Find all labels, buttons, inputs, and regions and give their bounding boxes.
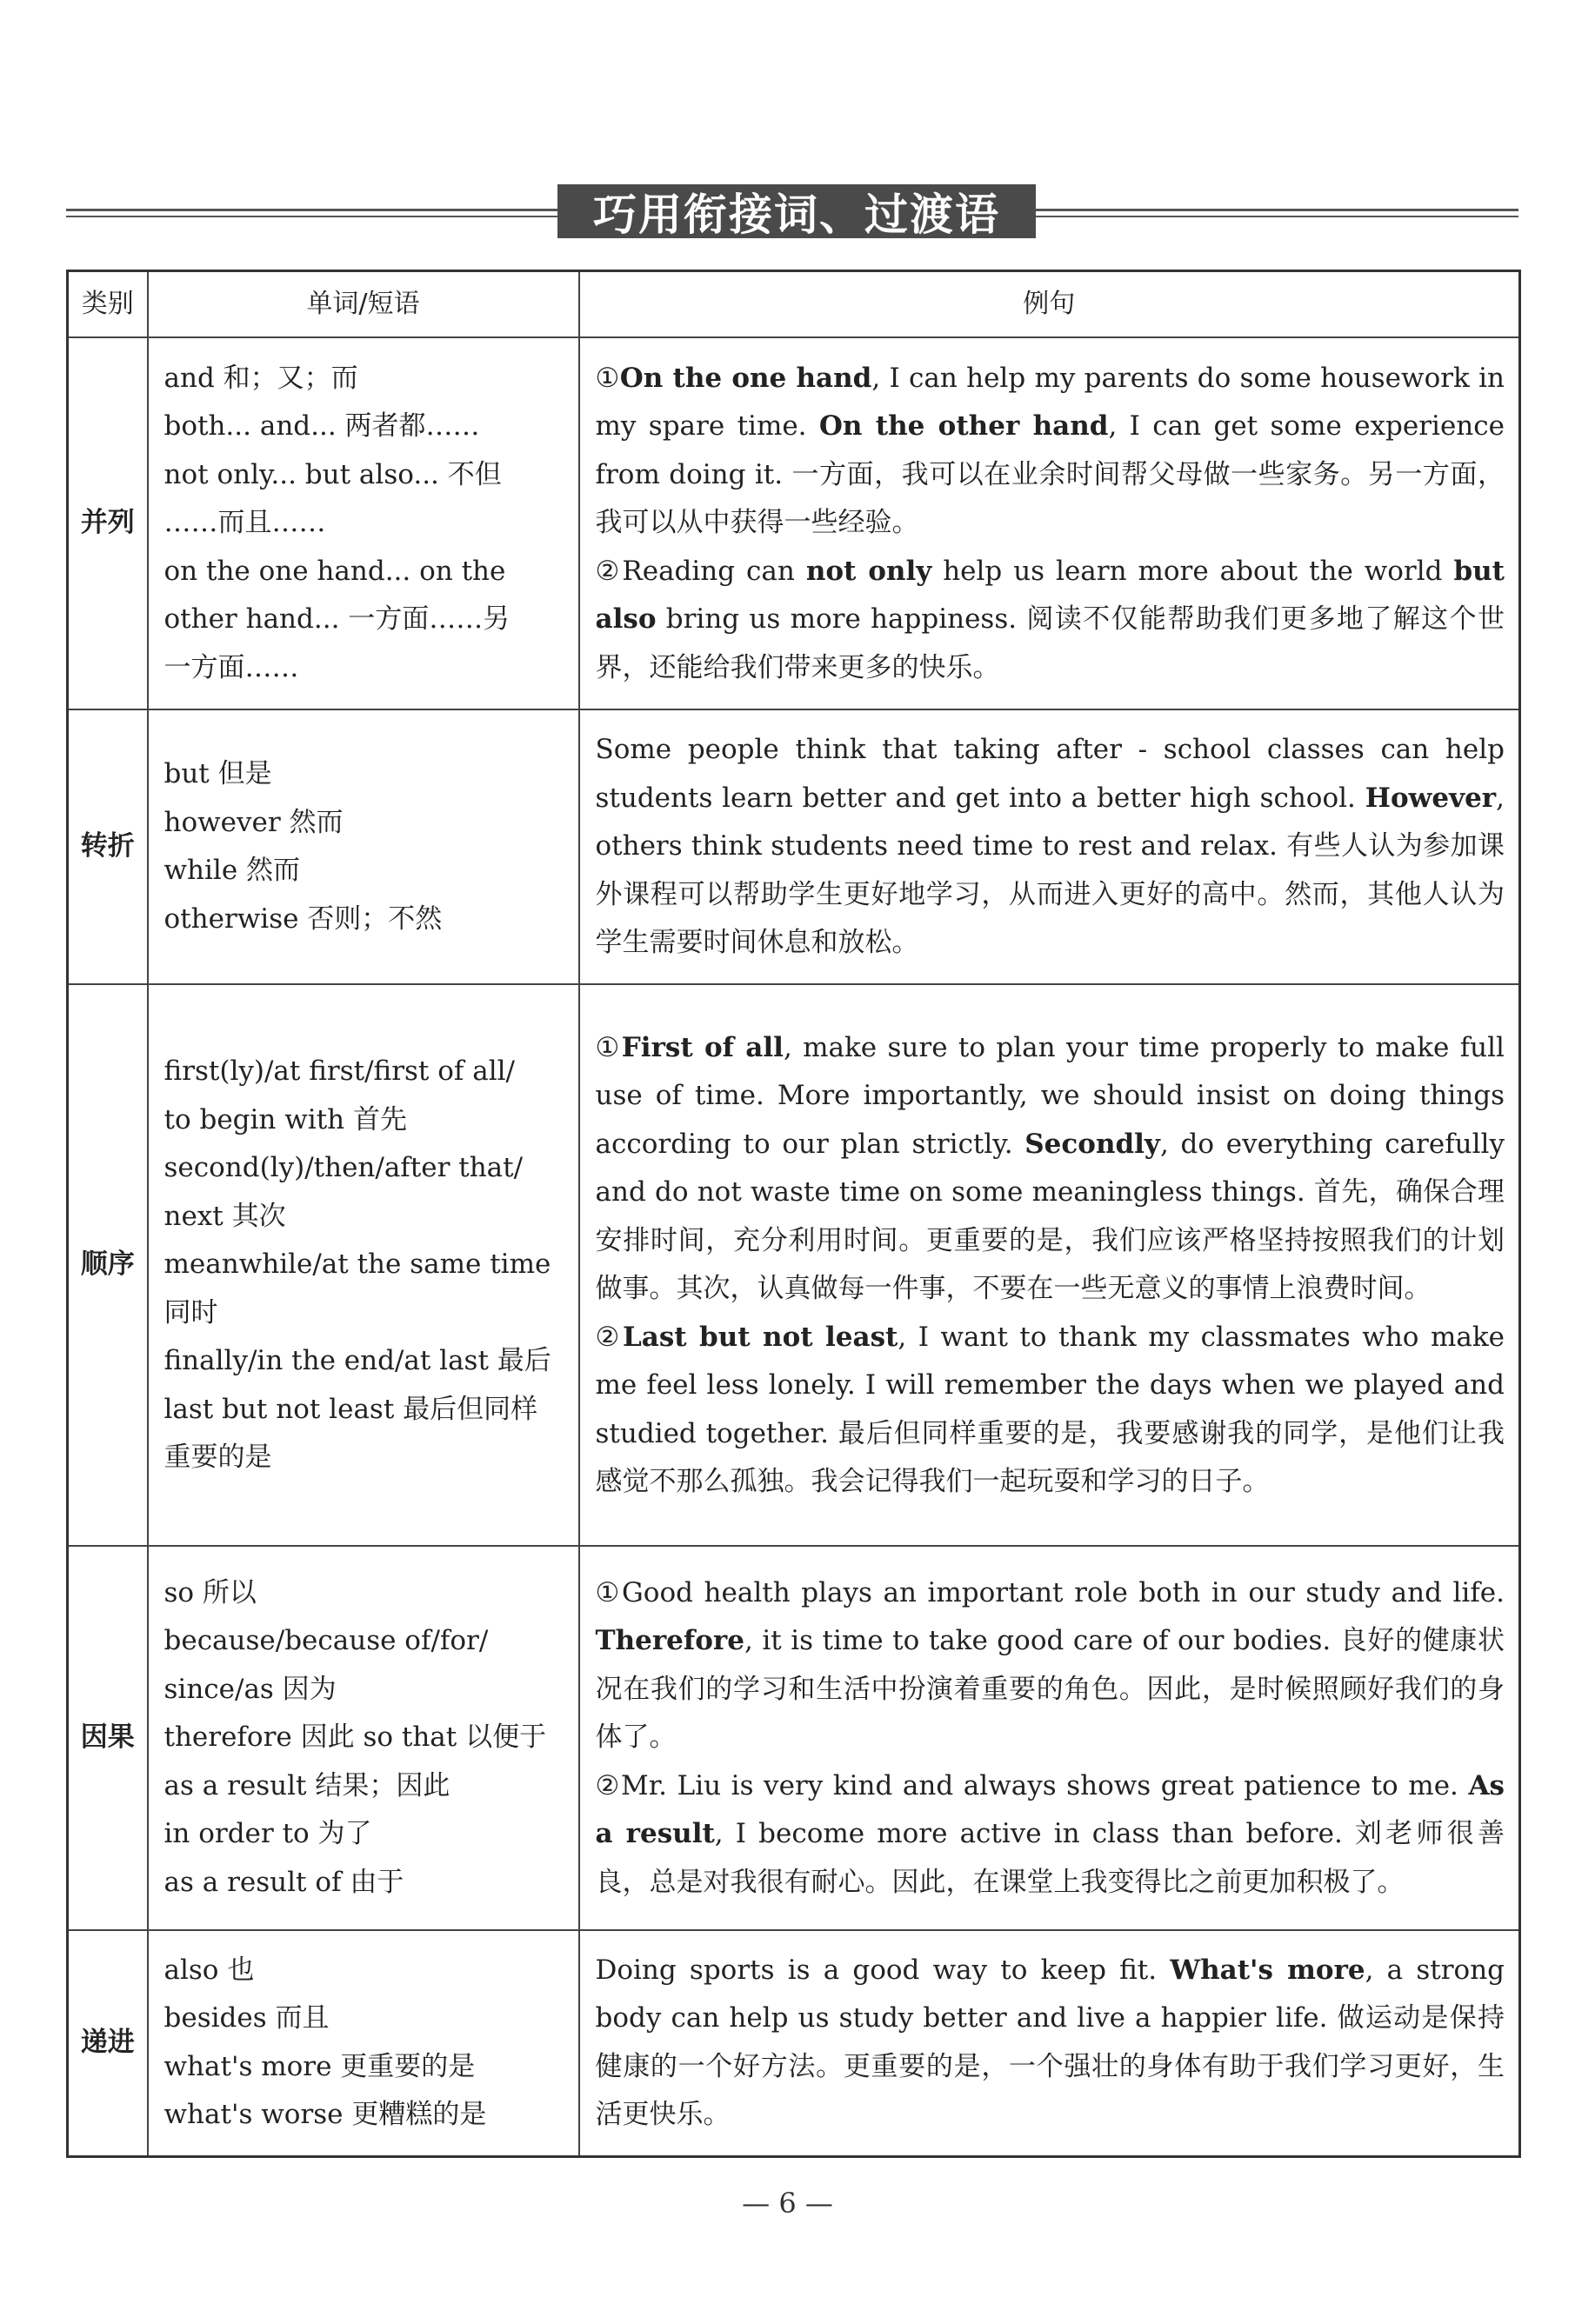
- highlighted-connective: not only: [805, 555, 932, 587]
- highlighted-connective: First of all: [621, 1031, 784, 1063]
- word-phrase: finally/in the end/at last 最后: [164, 1345, 551, 1377]
- highlighted-connective: What's more: [1170, 1954, 1365, 1986]
- word-phrase: and 和；又；而: [164, 362, 358, 394]
- words-cell: [148, 709, 579, 984]
- word-phrase: so 所以: [164, 1576, 257, 1608]
- sentence-text: ②Reading can: [595, 555, 806, 587]
- sentence-text: ①: [595, 362, 620, 394]
- sentence-text: Doing sports is a good way to keep fit.: [595, 1954, 1171, 1986]
- example-sentence: [596, 1024, 1505, 1314]
- example-sentence: [596, 1569, 1505, 1762]
- table-body: [68, 337, 1520, 2156]
- sentence-text: , a strong body can help us study better and live a happier life. 做运动是保持健康的一个好方法。更重要的是，一个强壮的身体有助于我们学习更好，生活更快乐。: [595, 1954, 1505, 2131]
- category-cell: 转折: [68, 709, 148, 984]
- words-cell: [148, 1546, 579, 1930]
- word-phrase: meanwhile/at the same time: [164, 1249, 551, 1281]
- highlighted-connective: On the one hand: [619, 362, 872, 394]
- word-phrase: what's worse 更糟糕的是: [164, 2099, 487, 2131]
- section-title: 巧用衔接词、过渡语: [557, 184, 1036, 238]
- word-phrase: besides 而且: [164, 2002, 330, 2034]
- word-phrase: as a result of 由于: [164, 1866, 404, 1898]
- header-words: 单词/短语: [148, 271, 579, 338]
- header-examples: 例句: [579, 271, 1520, 338]
- sentence-text: , make sure to plan your time properly to make full use of time. More importantly, we should insist on doing things according to our plan strictly.: [595, 1031, 1505, 1160]
- table-row: [68, 1546, 1520, 1930]
- word-phrase: other hand... 一方面……另: [164, 603, 511, 636]
- category-cell: 顺序: [68, 984, 148, 1546]
- category-cell: 并列: [68, 337, 148, 709]
- title-bar: [66, 181, 1518, 242]
- highlighted-connective: but also: [595, 555, 1505, 636]
- word-phrase: to begin with 首先: [164, 1103, 407, 1135]
- words-cell: [148, 1930, 579, 2156]
- word-phrase: also 也: [164, 1954, 255, 1986]
- examples-cell: [579, 1546, 1520, 1930]
- page-number: — 6 —: [742, 2187, 833, 2220]
- highlighted-connective: Secondly: [1024, 1128, 1160, 1160]
- sentence-text: , others think students need time to rest and relax. 有些人认为参加课外课程可以帮助学生更好地学习，从而进入更好的高中。然而，其他人认为学生需要时间休息和放松。: [595, 782, 1505, 959]
- category-cell: 递进: [68, 1930, 148, 2156]
- example-sentence: [596, 1314, 1505, 1507]
- example-sentence: [596, 1762, 1505, 1908]
- words-cell: [148, 984, 579, 1546]
- examples-cell: [579, 709, 1520, 984]
- sentence-text: , I can get some experience from doing it. 一方面，我可以在业余时间帮父母做一些家务。另一方面，我可以从中获得一些经验。: [595, 410, 1505, 539]
- sentence-text: , I become more active in class than before. 刘老师很善良，总是对我很有耐心。因此，在课堂上我变得比之前更加积极了。: [595, 1818, 1505, 1898]
- word-phrase: otherwise 否则；不然: [164, 902, 443, 935]
- word-phrase: ……而且……: [164, 507, 326, 539]
- word-phrase: 一方面……: [164, 651, 299, 683]
- sentence-text: help us learn more about the world: [931, 555, 1454, 587]
- highlighted-connective: Last but not least: [622, 1321, 898, 1353]
- highlighted-connective: Therefore: [595, 1625, 744, 1657]
- highlighted-connective: As a result: [595, 1769, 1505, 1850]
- table-row: [68, 337, 1520, 709]
- word-phrase: next 其次: [164, 1200, 286, 1232]
- highlighted-connective: However: [1365, 782, 1497, 814]
- example-sentence: [596, 1947, 1505, 2140]
- sentence-text: Some people think that taking after - school classes can help students learn better and get into a better high school.: [595, 734, 1505, 814]
- table-row: [68, 709, 1520, 984]
- word-phrase: last but not least 最后但同样: [164, 1393, 538, 1425]
- examples-cell: [579, 1930, 1520, 2156]
- word-phrase: however 然而: [164, 806, 344, 838]
- word-phrase: 同时: [164, 1296, 218, 1328]
- sentence-text: ①: [595, 1031, 622, 1063]
- word-phrase: since/as 因为: [164, 1673, 337, 1705]
- sentence-text: , it is time to take good care of our bodies. 良好的健康状况在我们的学习和生活中扮演着重要的角色。因此，是时候照顾好我们的身体了。: [595, 1625, 1505, 1754]
- examples-cell: [579, 984, 1520, 1546]
- word-phrase: because/because of/for/: [164, 1625, 489, 1657]
- word-phrase: therefore 因此 so that 以便于: [164, 1721, 547, 1754]
- word-phrase: not only... but also... 不但: [164, 458, 502, 490]
- examples-cell: [579, 337, 1520, 709]
- sentence-text: ①Good health plays an important role both in our study and life.: [595, 1576, 1505, 1608]
- table-header-row: [68, 271, 1520, 338]
- table-row: [68, 984, 1520, 1546]
- sentence-text: , I want to thank my classmates who make me feel less lonely. I will remember the days when we played and studied together. 最后但同样重要的是，我要感谢我的同学，是他们让我感觉不那么孤独。我会记得我们一起玩耍和学习的日子。: [595, 1321, 1505, 1497]
- words-cell: [148, 337, 579, 709]
- word-phrase: in order to 为了: [164, 1818, 372, 1850]
- example-sentence: [596, 355, 1505, 548]
- sentence-text: , do everything carefully and do not waste time on some meaningless things. 首先，确保合理安排时间，充分利用时间。更重要的是，我们应该严格坚持按照我们的计划做事。其次，认真做每一件事，不要在一些无意义的事情上浪费时间。: [595, 1128, 1505, 1304]
- connectives-table: [66, 270, 1521, 2158]
- table-row: [68, 1930, 1520, 2156]
- highlighted-connective: On the other hand: [818, 410, 1109, 443]
- word-phrase: 重要的是: [164, 1442, 272, 1474]
- word-phrase: what's more 更重要的是: [164, 2050, 476, 2082]
- sentence-text: bring us more happiness. 阅读不仅能帮助我们更多地了解这个世界，还能给我们带来更多的快乐。: [595, 603, 1505, 683]
- word-phrase: while 然而: [164, 855, 301, 886]
- example-sentence: [596, 548, 1505, 693]
- word-phrase: both... and... 两者都……: [164, 410, 480, 443]
- word-phrase: as a result 结果；因此: [164, 1769, 450, 1801]
- sentence-text: ②Mr. Liu is very kind and always shows great patience to me.: [595, 1769, 1469, 1801]
- word-phrase: on the one hand... on the: [164, 555, 506, 587]
- sentence-text: , I can help my parents do some housework in my spare time.: [595, 362, 1505, 443]
- example-sentence: [596, 726, 1505, 968]
- word-phrase: first(ly)/at first/first of all/: [164, 1055, 515, 1088]
- word-phrase: but 但是: [164, 758, 272, 789]
- header-category: 类别: [68, 271, 148, 338]
- word-phrase: second(ly)/then/after that/: [164, 1152, 524, 1184]
- sentence-text: ②: [595, 1321, 623, 1353]
- category-cell: 因果: [68, 1546, 148, 1930]
